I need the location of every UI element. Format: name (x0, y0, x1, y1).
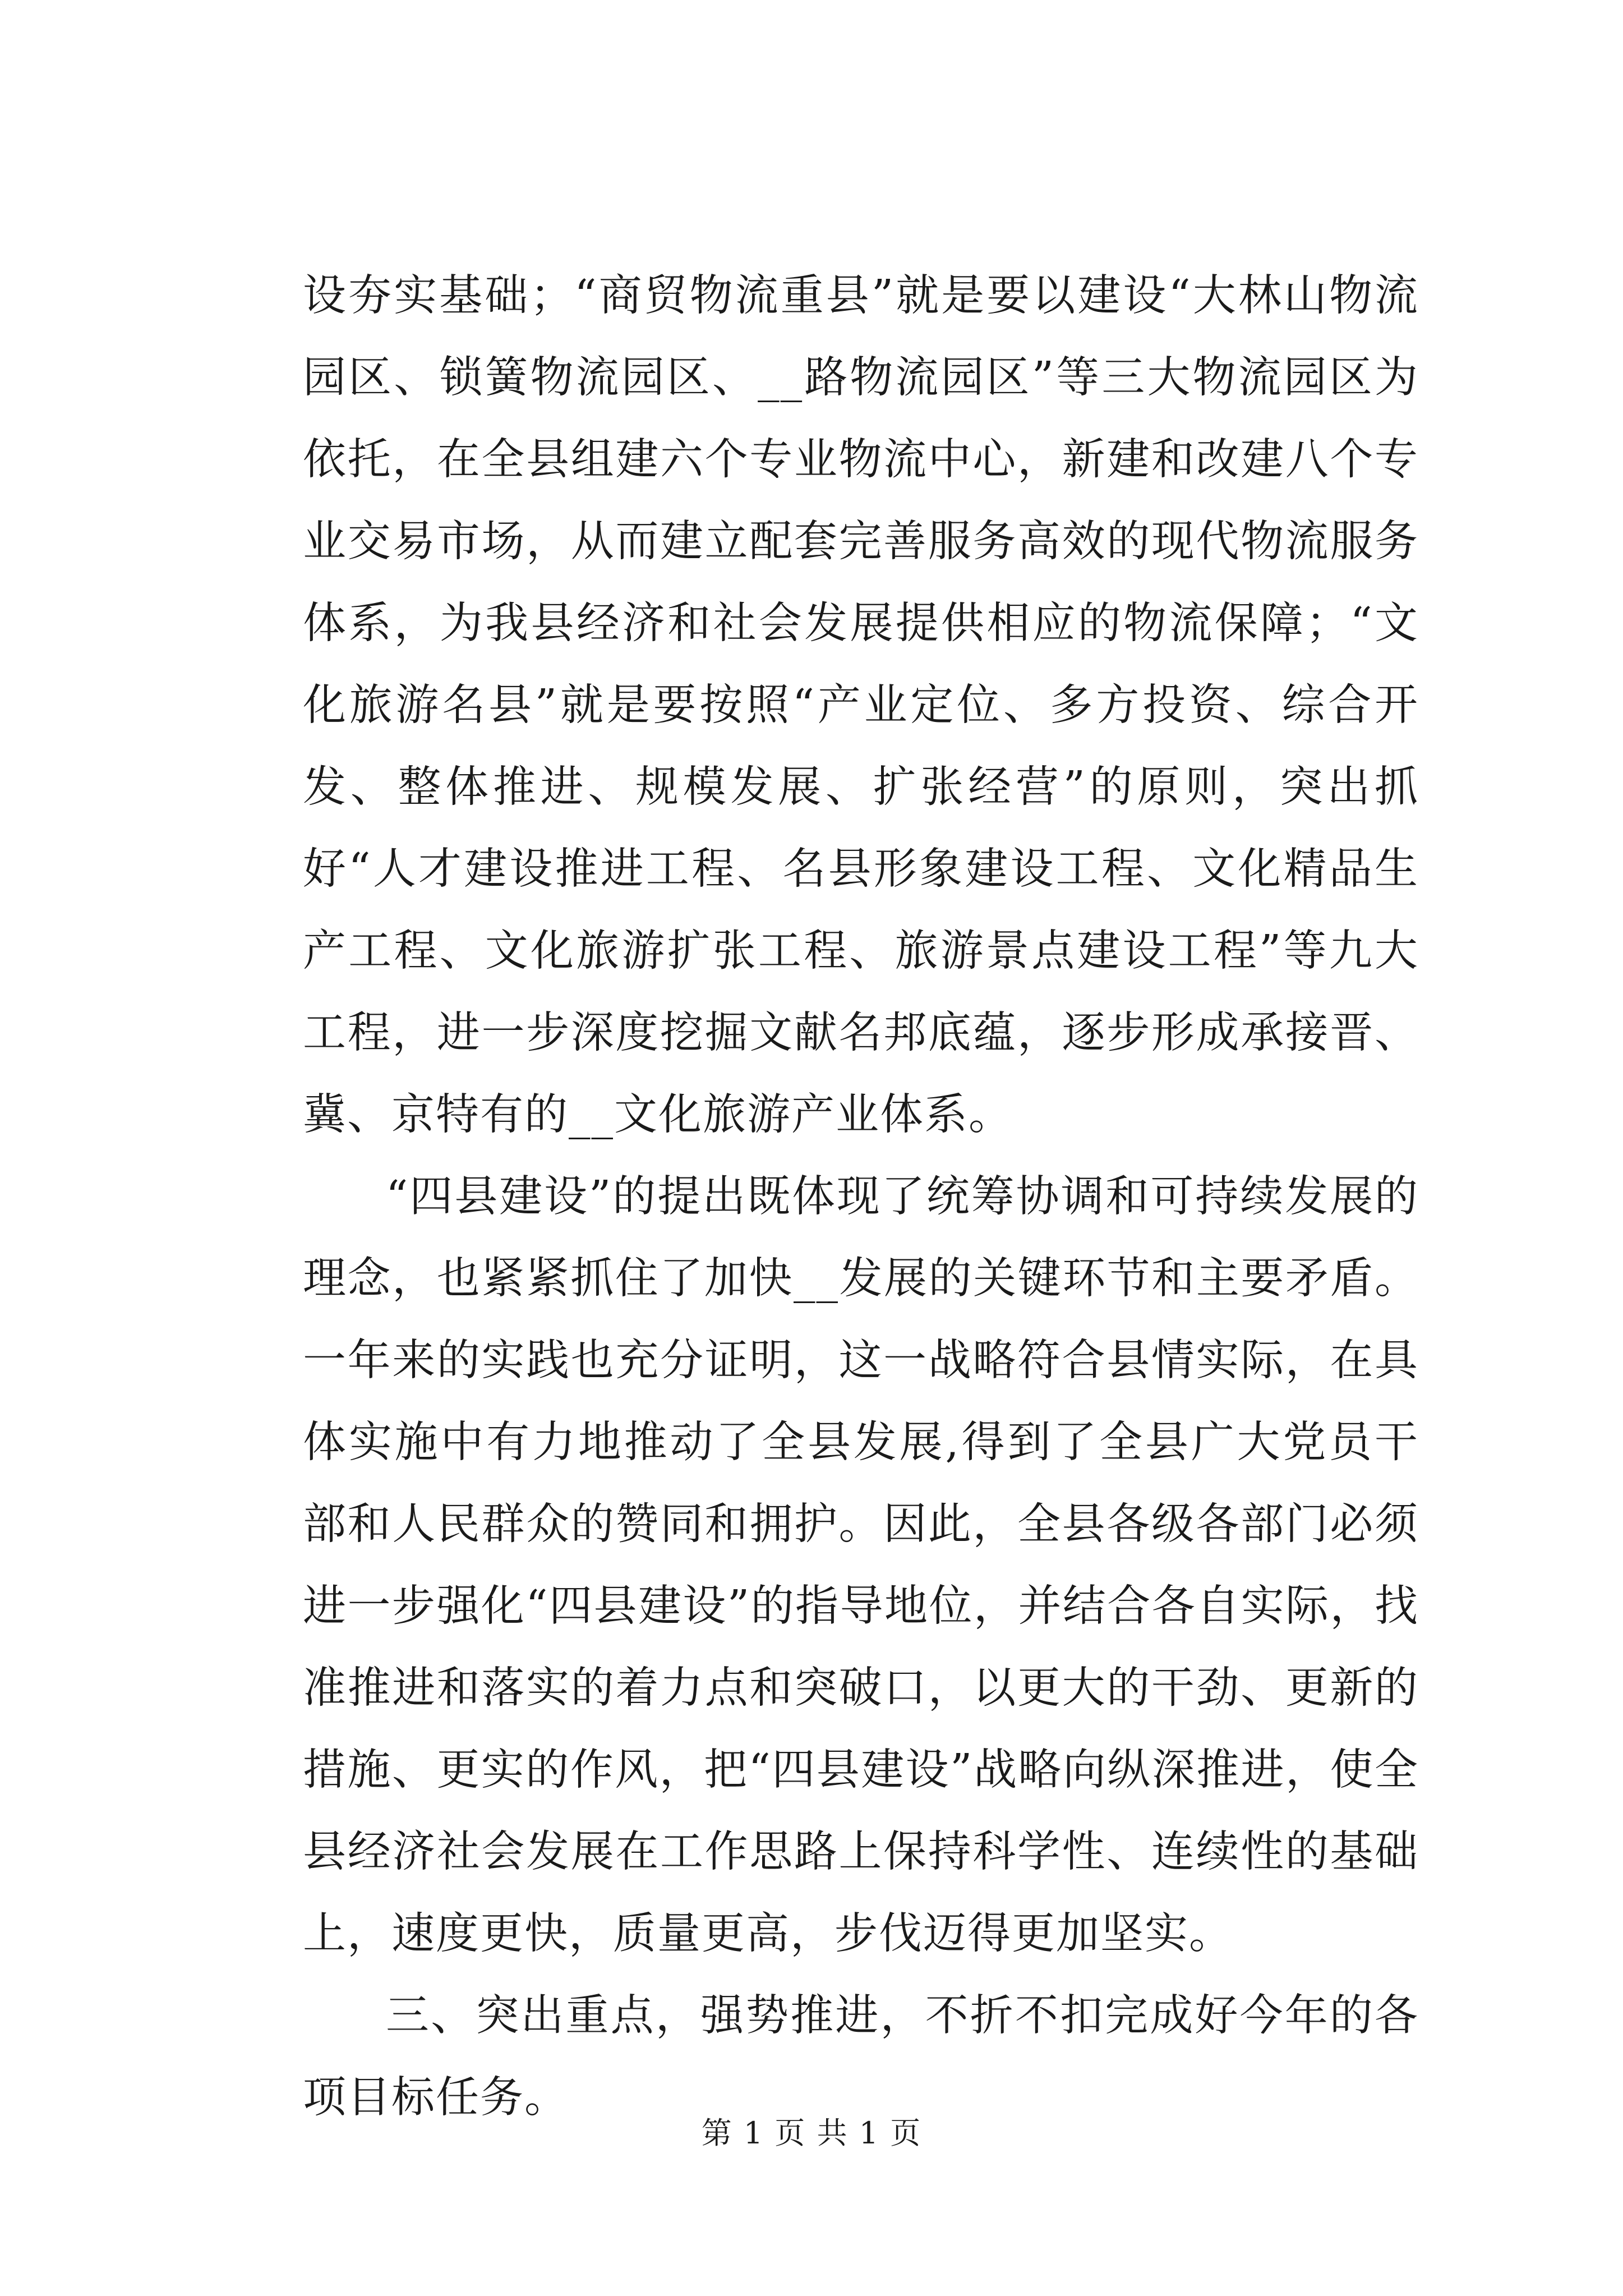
document-body (303, 255, 1419, 2139)
section-heading-paragraph: 三、突出重点，强势推进，不折不扣完成好今年的各项目标任务。 (303, 1991, 1419, 2123)
page-footer: 第 1 页 共 1 页 (701, 2115, 922, 2151)
body-paragraph-2: “四县建设”的提出既体现了统筹协调和可持续发展的理念，也紧紧抓住了加快__发展的关键环节和主要矛盾。一年来的实践也充分证明，这一战略符合县情实际，在具体实施中有力地推动了全县发展,得到了全县广大党员干部和人民群众的赞同和拥护。因此，全县各级各部门必须进一步强化“四县建设”的指导地位，并结合各自实际，找准推进和落实的着力点和突破口，以更大的干劲、更新的措施、更实的作风，把“四县建设”战略向纵深推进，使全县经济社会发展在工作思路上保持科学性、连续性的基础上，速度更快，质量更高，步伐迈得更加坚实。 (303, 1172, 1419, 1959)
body-paragraph-1: 设夯实基础；“商贸物流重县”就是要以建设“大林山物流园区、锁簧物流园区、__路物流园区”等三大物流园区为依托，在全县组建六个专业物流中心，新建和改建八个专业交易市场，从而建立配套完善服务高效的现代物流服务体系，为我县经济和社会发展提供相应的物流保障；“文化旅游名县”就是要按照“产业定位、多方投资、综合开发、整体推进、规模发展、扩张经营”的原则，突出抓好“人才建设推进工程、名县形象建设工程、文化精品生产工程、文化旅游扩张工程、旅游景点建设工程”等九大工程，进一步深度挖掘文献名邦底蕴，逐步形成承接晋、冀、京特有的__文化旅游产业体系。 (303, 271, 1419, 1140)
